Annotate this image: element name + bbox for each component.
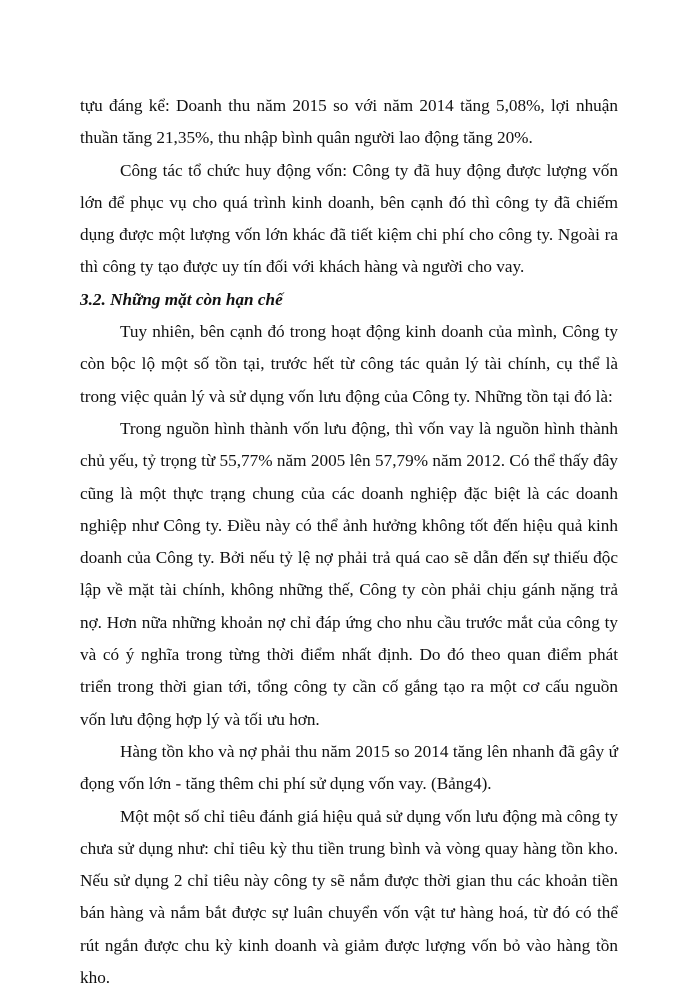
paragraph-limitations-intro: Tuy nhiên, bên cạnh đó trong hoạt động kinh doanh của mình, Công ty còn bộc lộ một số tồn tại, trước hết từ công tác quản lý tài chính, cụ thể là trong việc quản lý và sử dụng vốn lưu động của Công ty. Những tồn tại đó là: xyxy=(80,322,618,406)
section-heading: 3.2. Những mặt còn hạn chế xyxy=(80,289,283,309)
paragraph-borrowed-capital: Trong nguồn hình thành vốn lưu động, thì vốn vay là nguồn hình thành chủ yếu, tỷ trọng từ 55,77% năm 2005 lên 57,79% năm 2012. Có thể thấy đây cũng là một thực trạng chung của các doanh nghiệp đặc biệt là các doanh nghiệp như Công ty. Điều này có thể ảnh hưởng không tốt đến hiệu quả kinh doanh của Công ty. Bởi nếu tỷ lệ nợ phải trả quá cao sẽ dẫn đến sự thiếu độc lập về mặt tài chính, không những thế, Công ty còn phải chịu gánh nặng trả nợ. Hơn nữa những khoản nợ chỉ đáp ứng cho nhu cầu trước mắt của công ty và có ý nghĩa trong từng thời điểm nhất định. Do đó theo quan điểm phát triển trong thời gian tới, tổng công ty cần cố gắng tạo ra một cơ cấu nguồn vốn lưu động hợp lý và tối ưu hơn. xyxy=(80,418,618,729)
paragraph-efficiency-indicators: Một một số chỉ tiêu đánh giá hiệu quả sử dụng vốn lưu động mà công ty chưa sử dụng như: chỉ tiêu kỳ thu tiền trung bình và vòng quay hàng tồn kho. Nếu sử dụng 2 chỉ tiêu này công ty sẽ nắm được thời gian thu các khoản tiền bán hàng và nắm bắt được sự luân chuyển vốn vật tư hàng hoá, từ đó có thể rút ngắn được chu kỳ kinh doanh và giảm được lượng vốn bỏ vào hàng tồn kho. xyxy=(80,806,618,988)
page-content xyxy=(80,90,618,994)
paragraph-capital-mobilization: Công tác tổ chức huy động vốn: Công ty đã huy động được lượng vốn lớn để phục vụ cho quá trình kinh doanh, bên cạnh đó thì công ty đã chiếm dụng được một lượng vốn lớn khác đã tiết kiệm chi phí cho công ty. Ngoài ra thì công ty tạo được uy tín đối với khách hàng và người cho vay. xyxy=(80,160,618,277)
paragraph-continued: tựu đáng kể: Doanh thu năm 2015 so với năm 2014 tăng 5,08%, lợi nhuận thuần tăng 21,35%, thu nhập bình quân người lao động tăng 20%. xyxy=(80,96,618,148)
paragraph-inventory-receivables: Hàng tồn kho và nợ phải thu năm 2015 so 2014 tăng lên nhanh đã gây ứ đọng vốn lớn - tăng thêm chi phí sử dụng vốn vay. (Bảng4). xyxy=(80,741,618,794)
